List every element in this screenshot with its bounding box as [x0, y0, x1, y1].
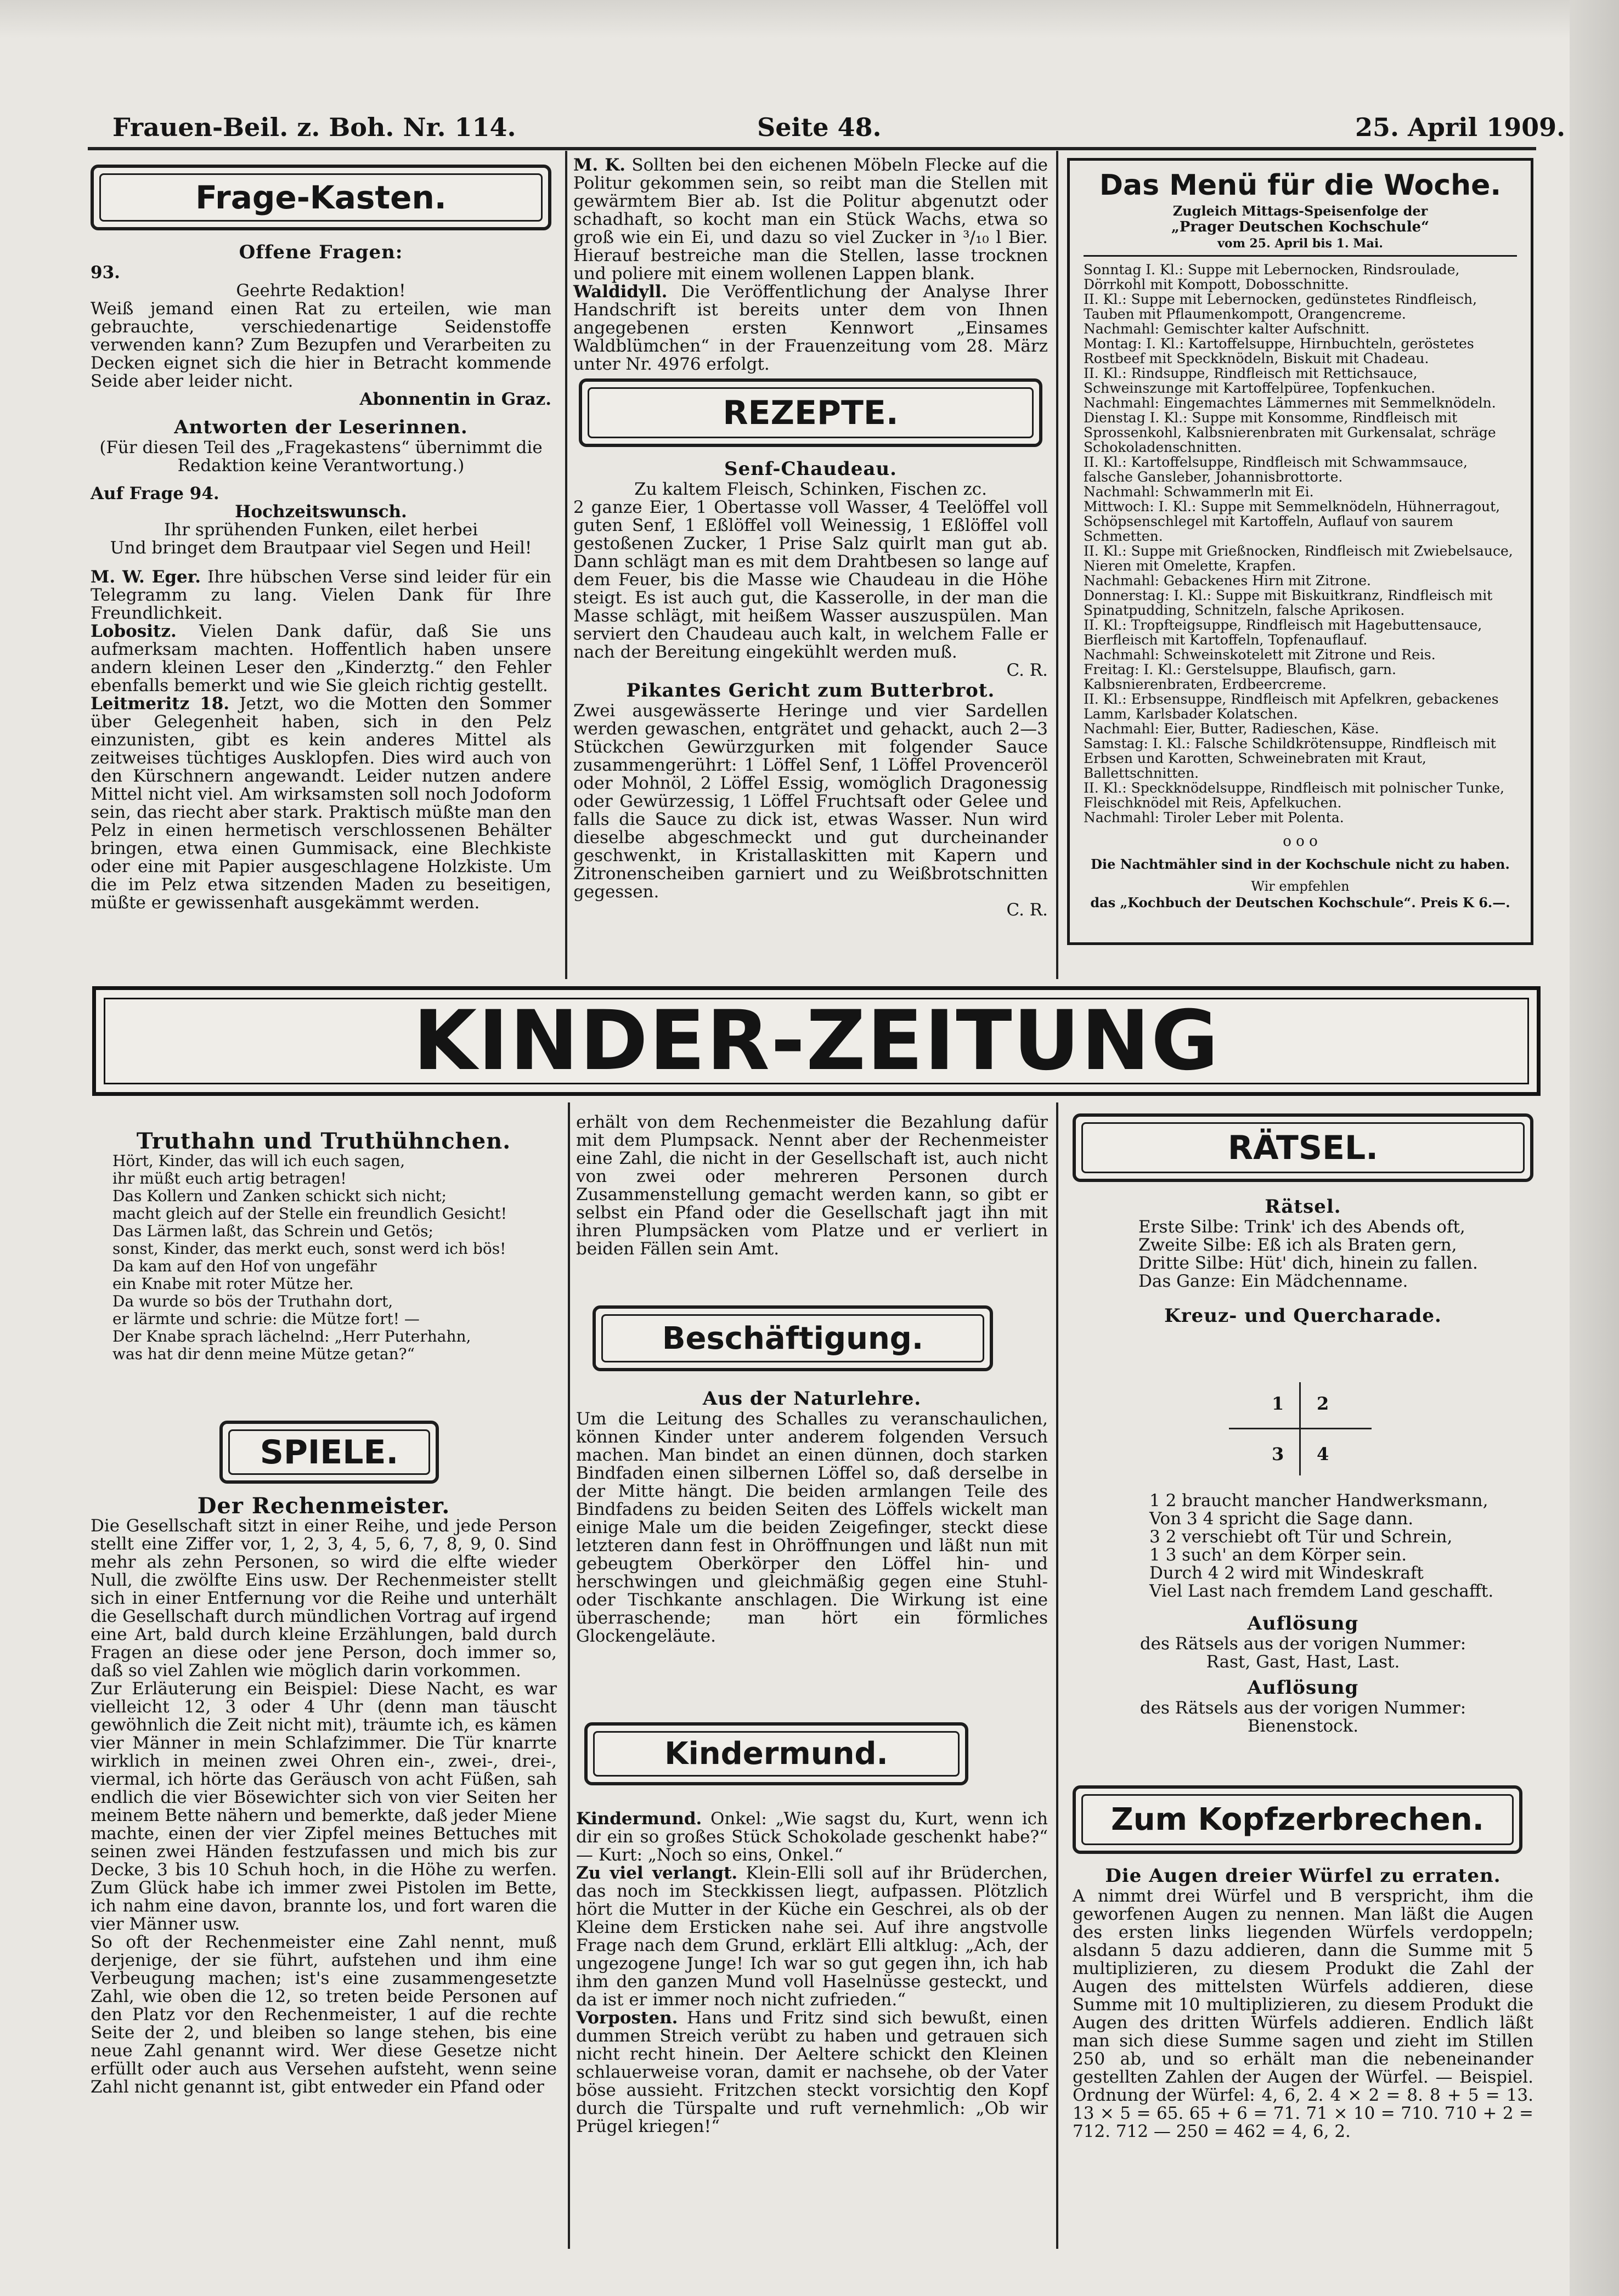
menu-line: Donnerstag: I. Kl.: Suppe mit Biskuitkranz, Rindfleisch mit Spinatpudding, Schnitzeln, falsche Aprikosen. — [1084, 587, 1493, 618]
solution-text: des Rätsels aus der vorigen Nummer: — [1139, 1698, 1466, 1718]
spiele-title-box — [219, 1421, 439, 1484]
poem-line: Hört, Kinder, das will ich euch sagen, — [112, 1152, 405, 1170]
answer-name: M. W. Eger. — [91, 567, 201, 587]
column-divider — [1056, 151, 1058, 979]
menu-title: Das Menü für die Woche. — [1099, 169, 1502, 202]
menu-lines — [1084, 262, 1517, 825]
header-page: Seite 48. — [757, 112, 882, 142]
menu-line: Nachmahl: Eingemachtes Lämmernes mit Semmelknödeln. — [1084, 395, 1496, 411]
cross-number: 4 — [1317, 1444, 1329, 1464]
answer-text: Sollten bei den eichenen Möbeln Flecke auf die Politur gekommen sein, so reibt man die Stellen mit gewärmtem Bier ab. Ist die Politur abgenutzt oder schadhaft, so kocht man ein Stück Wachs, etwa so groß wie ein Ei, und dazu so viel Zucker in ³/₁₀ l Bier. Hierauf bestreiche man die Stellen, lasse trocknen und poliere mit einem wollenen Lappen blank. — [573, 155, 1048, 284]
kinder-zeitung-title: KINDER-ZEITUNG — [413, 993, 1220, 1089]
poem-line: Der Knabe sprach lächelnd: „Herr Puterhahn, — [112, 1327, 471, 1345]
recipe-text: 2 ganze Eier, 1 Obertasse voll Wasser, 4 Teelöffel voll guten Senf, 1 Eßlöffel voll Weinessig, 1 Eßlöffel voll gestoßenen Zucker, 1 Prise Salz quirlt man gut ab. Dann schlägt man es mit dem Drahtbesen so lange auf dem Feuer, bis die Masse wie Chaudeau in die Höhe steigt. Es ist auch gut, die Kasserolle, in der man die Masse schlägt, mit heißem Wasser auszuspülen. Man serviert den Chaudeau auch kalt, in welchem Falle er nach der Bereitung eingekühlt werden muß. — [573, 497, 1048, 662]
column-divider — [565, 151, 567, 979]
menu-line: II. Kl.: Speckknödelsuppe, Rindfleisch mit polnischer Tunke, Fleischknödel mit Reis, Apfelkuchen. — [1084, 780, 1504, 811]
poem-title: Truthahn und Truthühnchen. — [136, 1128, 511, 1154]
frage-kasten-title-box — [91, 165, 551, 230]
header-left: Frauen-Beil. z. Boh. Nr. 114. — [112, 112, 516, 142]
menu-line: Nachmahl: Tiroler Leber mit Polenta. — [1084, 810, 1344, 825]
answer-text: Ihre hübschen Verse sind leider für ein Telegramm zu lang. Vielen Dank für Ihre Freundlichkeit. — [91, 567, 551, 623]
solution-answer: Bienenstock. — [1247, 1716, 1359, 1736]
anecdote-title: Zu viel verlangt. — [576, 1863, 738, 1883]
poem-line: macht gleich auf der Stelle ein freundlich Gesicht! — [112, 1204, 507, 1223]
menu-line: Sonntag I. Kl.: Suppe mit Lebernocken, Rindsroulade, Dörrkohl mit Kompott, Dobosschnitte. — [1084, 262, 1460, 292]
menu-line: II. Kl.: Kartoffelsuppe, Rindfleisch mit Schwammsauce, falsche Gansleber, Johannisbrottorte. — [1084, 454, 1468, 485]
menu-column — [1084, 167, 1517, 911]
anecdote-text: Onkel: „Wie sagst du, Kurt, wenn ich dir ein so großes Stück Schokolade geschenkt habe?“ — Kurt: „Noch so eins, Onkel.“ — [576, 1809, 1048, 1865]
spiele-title: SPIELE. — [260, 1433, 399, 1472]
poem-line: Das Kollern und Zanken schickt sich nicht; — [112, 1187, 447, 1205]
frage-kasten-column — [91, 241, 551, 912]
page-right-edge — [1570, 0, 1619, 2296]
game-title: Der Rechenmeister. — [197, 1493, 450, 1519]
poem-line: Da wurde so bös der Truthahn dort, — [112, 1292, 393, 1310]
menu-line: Montag: I. Kl.: Kartoffelsuppe, Hirnbuchteln, geröstetes Rostbeef mit Speckknödeln, Biskuit mit Chadeau. — [1084, 336, 1474, 366]
solution-title: Auflösung — [1247, 1613, 1359, 1635]
question-signature: Abonnentin in Graz. — [359, 389, 551, 409]
poem — [91, 1152, 557, 1363]
header-date: 25. April 1909. — [1355, 112, 1566, 142]
kopfzerbrechen-title: Zum Kopfzerbrechen. — [1111, 1802, 1484, 1837]
riddle-line: Zweite Silbe: Eß ich als Braten gern, — [1138, 1235, 1457, 1255]
cross-number: 3 — [1272, 1444, 1284, 1464]
kindermund-title: Kindermund. — [664, 1736, 888, 1772]
kinder-zeitung-banner — [92, 986, 1541, 1096]
menu-line: II. Kl.: Erbsensuppe, Rindfleisch mit Apfelkren, gebackenes Lamm, Karlsbader Kolatschen. — [1084, 691, 1499, 722]
anecdote-text: Klein-Elli soll auf ihr Brüderchen, das noch im Steckkissen liegt, aufpassen. Plötzlich hört die Mutter in der Küche ein Geschrei, als ob der Kleine dem Ersticken nahe sei. Auf ihre angstvolle Frage nach dem Grund, erklärt Elli altklug: „Ach, der ungezogene Junge! Ich war so gut gegen ihn, ich hab ihm den ganzen Mund voll Haselnüsse gesteckt, und da ist er immer noch nicht zufrieden.“ — [576, 1863, 1048, 2010]
menu-line: Nachmahl: Eier, Butter, Radieschen, Käse. — [1084, 721, 1379, 737]
poem-line: Da kam auf den Hof von ungefähr — [112, 1257, 377, 1275]
beschaeftigung-column — [576, 1388, 1048, 1645]
rezepte-title: REZEPTE. — [723, 393, 899, 432]
answer-name: Waldidyll. — [573, 282, 668, 302]
spiele-column — [91, 1495, 557, 2096]
antworten-note: (Für diesen Teil des „Fragekastens“ übernimmt die Redaktion keine Verantwortung.) — [99, 438, 543, 476]
riddle-title: Rätsel. — [1265, 1196, 1341, 1218]
charade-cross — [1229, 1382, 1372, 1475]
charade-line: 1 3 such' an dem Körper sein. — [1149, 1545, 1407, 1565]
hochzeitswunsch-title: Hochzeitswunsch. — [235, 502, 407, 522]
menu-line: Nachmahl: Gemischter kalter Aufschnitt. — [1084, 321, 1370, 337]
menu-note: Wir empfehlen — [1251, 879, 1350, 894]
charade-column — [1073, 1492, 1533, 1735]
game-text-continued: erhält von dem Rechenmeister die Bezahlung dafür mit dem Plumpsack. Nennt aber der Rechenmeister eine Zahl, die nicht in der Gesellschaft ist, auch nicht von zwei oder mehreren Personen durch Zusammenstellung gemacht werden kann, so gibt er selbst ein Pfand oder die Gesellschaft jagt ihn mit ihren Plumpsäcken vom Platze und er verliert in beiden Fällen sein Amt. — [576, 1112, 1048, 1259]
poem-line: ihr müßt euch artig betragen! — [112, 1169, 347, 1187]
charade-line: Durch 4 2 wird mit Windeskraft — [1149, 1563, 1424, 1583]
auf-frage-label: Auf Frage 94. — [91, 484, 219, 504]
raetsel-column — [1073, 1196, 1533, 1327]
poem-line: sonst, Kinder, das merkt euch, sonst werd ich bös! — [112, 1240, 506, 1258]
menu-line: Dienstag I. Kl.: Suppe mit Konsomme, Rindfleisch mit Sprossenkohl, Kalbsnierenbraten mit Gurkensalat, schräge Schokoladenschnitten. — [1084, 410, 1496, 455]
answer-name: Leitmeritz 18. — [91, 694, 230, 714]
cross-number: 2 — [1317, 1393, 1329, 1414]
answer-text: Die Veröffentlichung der Analyse Ihrer Handschrift ist bereits unter dem von Ihnen angegebenen ersten Kennwort „Einsames Waldblümchen“ in der Frauenzeitung vom 28. März unter Nr. 4976 erfolgt. — [573, 282, 1048, 374]
charade-line: 3 2 verschiebt oft Tür und Schrein, — [1149, 1527, 1453, 1547]
anecdote-title: Vorposten. — [576, 2008, 678, 2028]
puzzle-text: A nimmt drei Würfel und B verspricht, ihm die geworfenen Augen zu nennen. Man läßt die Augen des ersten links liegenden Würfels verdoppeln; alsdann 5 dazu addieren, dann die Summe mit 5 multiplizieren, zu diesem Produkt die Zahl der Augen des mittelsten Würfels addieren, diese Summe mit 10 multiplizieren, zu diesem Produkt die Augen des dritten Würfels addieren. Endlich läßt man sich diese Summe sagen und zieht im Stillen 250 ab, und so erhält man die nebeneinander gestellten Zahlen der Augen der Würfel. — Beispiel. Ordnung der Würfel: 4, 6, 2. 4 × 2 = 8. 8 + 5 = 13. 13 × 5 = 65. 65 + 6 = 71. 71 × 10 = 710. 710 + 2 = 712. 712 — 250 = 462 = 4, 6, 2. — [1073, 1886, 1533, 2141]
menu-note: das „Kochbuch der Deutschen Kochschule“. Preis K 6.—. — [1090, 895, 1510, 911]
recipe-subtitle: Zu kaltem Fleisch, Schinken, Fischen zc. — [634, 479, 987, 499]
header-rule — [88, 147, 1536, 150]
question-text: Weiß jemand einen Rat zu erteilen, wie man gebrauchte, verschiedenartige Seidenstoffe verwenden kann? Zum Bezupfen und Verarbeiten zu Decken eignet sich die hier in Betracht kommende Seide aber leider nicht. — [91, 299, 551, 391]
rezepte-column — [573, 458, 1048, 919]
recipe-title: Pikantes Gericht zum Butterbrot. — [626, 680, 995, 702]
offene-fragen-heading: Offene Fragen: — [239, 241, 403, 263]
recipe-signature: C. R. — [1006, 900, 1048, 920]
menu-line: II. Kl.: Tropfteigsuppe, Rindfleisch mit Hagebuttensauce, Bierfleisch mit Kartoffeln, Topfenauflauf. — [1084, 617, 1482, 648]
kinder-column-1 — [91, 1130, 557, 1363]
menu-line: II. Kl.: Suppe mit Grießnocken, Rindfleisch mit Zwiebelsauce, Nieren mit Omelette, Krapfen. — [1084, 543, 1513, 574]
menu-subtitle: Zugleich Mittags-Speisenfolge der — [1172, 203, 1428, 219]
charade-title: Kreuz- und Quercharade. — [1164, 1305, 1442, 1327]
beschaeftigung-title: Beschäftigung. — [662, 1320, 924, 1356]
riddle-line: Erste Silbe: Trink' ich des Abends oft, — [1138, 1217, 1465, 1237]
answer-name: M. K. — [573, 155, 626, 175]
poem-line: Das Lärmen laßt, das Schrein und Getös; — [112, 1222, 433, 1240]
riddle-lines — [1073, 1218, 1533, 1291]
solution-text: des Rätsels aus der vorigen Nummer: — [1139, 1634, 1466, 1654]
game-text: So oft der Rechenmeister eine Zahl nennt, muß derjenige, der sie führt, aufstehen und ihm eine Verbeugung machen; ist's eine zusammengesetzte Zahl, wie oben die 12, so treten beide Personen auf den Platz vor den Rechenmeister, 1 auf die rechte Seite der 2, und bleiben so lange stehen, bis eine neue Zahl genannt wird. Wer diese Gesetze nicht erfüllt oder auch aus Versehen aufsteht, wenn seine Zahl nicht genannt ist, gibt entweder ein Pfand oder — [91, 1932, 557, 2097]
charade-line: 1 2 braucht mancher Handwerksmann, — [1149, 1491, 1488, 1511]
column-divider — [568, 1102, 570, 2249]
recipe-signature: C. R. — [1006, 660, 1048, 680]
hochzeitswunsch-line: Und bringet dem Brautpaar viel Segen und Heil! — [110, 538, 532, 558]
charade-line: Von 3 4 spricht die Sage dann. — [1149, 1509, 1414, 1529]
kopfzerbrechen-column — [1073, 1865, 1533, 2141]
page-top-edge — [0, 0, 1619, 38]
kindermund-title-box — [584, 1722, 968, 1785]
menu-dates: vom 25. April bis 1. Mai. — [1217, 236, 1383, 251]
kinder-column-2 — [576, 1113, 1048, 1258]
naturlehre-text: Um die Leitung des Schalles zu veranschaulichen, können Kinder unter anderem folgenden Versuch machen. Man bindet an einen dünnen, doch starken Bindfaden einen silbernen Löffel so, daß derselbe in der Mitte hängt. Die beiden armlangen Teile des Bindfadens zu beiden Seiten des Löffels wickelt man einige Male um die beiden Zeigefinger, steckt diese letzteren dann fest in Ohröffnungen und läßt nun mit gebeugtem Oberkörper den Löffel hin- und herschwingen und gleichmäßig gegen eine Stuhl- oder Tischkante anschlagen. Die Wirkung ist eine überraschende; man hört ein förmliches Glockengeläute. — [576, 1409, 1048, 1646]
frage-kasten-title: Frage-Kasten. — [195, 179, 447, 216]
solution-title: Auflösung — [1247, 1677, 1359, 1699]
puzzle-title: Die Augen dreier Würfel zu erraten. — [1105, 1865, 1501, 1887]
riddle-line: Das Ganze: Ein Mädchenname. — [1138, 1271, 1408, 1291]
menu-line: Nachmahl: Schweinskotelett mit Zitrone und Reis. — [1084, 647, 1436, 663]
middle-column-top — [573, 156, 1048, 374]
poem-line: er lärmte und schrie: die Mütze fort! — — [112, 1310, 420, 1328]
menu-line: Mittwoch: I. Kl.: Suppe mit Semmelknödeln, Hühnerragout, Schöpsenschlegel mit Kartoffeln, Auflauf von saurem Schmetten. — [1084, 499, 1500, 544]
poem-line: was hat dir denn meine Mütze getan?“ — [112, 1345, 415, 1363]
recipe-title: Senf-Chaudeau. — [724, 458, 897, 480]
charade-line: Viel Last nach fremdem Land geschafft. — [1149, 1581, 1494, 1601]
question-greeting: Geehrte Redaktion! — [236, 281, 406, 301]
anecdote-text: Hans und Fritz sind sich bewußt, einen dummen Streich verübt zu haben und getrauen sich nicht recht hinein. Der Aeltere schickt den Kleinen schlauerweise voran, damit er nachsehe, ob der Vater böse aussieht. Fritzchen steckt vorsichtig den Kopf durch die Türspalte und ruft vernehmlich: „Ob wir Prügel kriegen!“ — [576, 2008, 1048, 2136]
raetsel-title-box — [1073, 1113, 1533, 1182]
hochzeitswunsch-line: Ihr sprühenden Funken, eilet herbei — [163, 520, 478, 540]
cross-number: 1 — [1272, 1393, 1284, 1414]
anecdote-title: Kindermund. — [576, 1809, 702, 1829]
beschaeftigung-title-box — [593, 1305, 993, 1371]
menu-line: II. Kl.: Suppe mit Lebernocken, gedünstetes Rindfleisch, Tauben mit Pflaumenkompott, Orangencreme. — [1084, 291, 1477, 322]
naturlehre-title: Aus der Naturlehre. — [702, 1388, 922, 1410]
answer-text: Jetzt, wo die Motten den Sommer über Gelegenheit haben, sich in den Pelz einzunisten, gibt es kein anderes Mittel als zeitweises tüchtiges Ausklopfen. Dies wird auch von den Kürschnern angewandt. Leider nutzen andere Mittel nicht viel. Am wirksamsten soll noch Jodoform sein, das riecht aber stark. Praktisch müßte man den Pelz in einen hermetisch verschlossenen Behälter bringen, etwa einen Gummisack, eine Blechkiste oder eine mit Papier ausgeschlagene Holzkiste. Um die im Pelz etwa sitzenden Maden zu beseitigen, müßte er gewissenhaft ausgekämmt werden. — [91, 694, 551, 913]
question-number: 93. — [91, 263, 120, 282]
cross-line — [1299, 1382, 1301, 1475]
solution-answer: Rast, Gast, Hast, Last. — [1206, 1652, 1400, 1672]
menu-line: Samstag: I. Kl.: Falsche Schildkrötensuppe, Rindfleisch mit Erbsen und Karotten, Schweinebraten mit Kraut, Ballettschnitten. — [1084, 736, 1496, 781]
raetsel-title: RÄTSEL. — [1227, 1128, 1379, 1167]
kindermund-column — [576, 1810, 1048, 2136]
menu-line: II. Kl.: Rindsuppe, Rindfleisch mit Rettichsauce, Schweinszunge mit Kartoffelpüree, Topfenkuchen. — [1084, 365, 1436, 396]
rezepte-title-box — [579, 378, 1042, 447]
menu-line: Nachmahl: Schwammerln mit Ei. — [1084, 484, 1314, 500]
antworten-heading: Antworten der Leserinnen. — [174, 416, 468, 438]
menu-line: Freitag: I. Kl.: Gerstelsuppe, Blaufisch, garn. Kalbsnierenbraten, Erdbeercreme. — [1084, 661, 1396, 692]
game-text: Zur Erläuterung ein Beispiel: Diese Nacht, es war vielleicht 12, 3 oder 4 Uhr (denn man täuscht gewöhnlich die Zeit nicht mit), träumte ich, es kämen vier Männer in mein Schlafzimmer. Die Tür knarrte wirklich in meinen zwei Ohren ein-, zwei-, drei-, viermal, ich hörte das Geräusch von acht Füßen, sah endlich die vier Bösewichter sich von vier Seiten her meinem Bette nähern und bemerkte, daß jeder Miene machte, einen der vier Zipfel meines Bettuches mit seinen zwei Händen festzufassen und mich bis zur Decke, 3 bis 10 Schuh hoch, in die Höhe zu werfen. Zum Glück habe ich immer zwei Pistolen im Bette, ich nahm eine davon, brannte los, und fort waren die vier Männer usw. — [91, 1679, 557, 1934]
menu-line: Nachmahl: Gebackenes Hirn mit Zitrone. — [1084, 573, 1371, 589]
menu-dots: o o o — [1283, 833, 1318, 850]
menu-note: Die Nachtmähler sind in der Kochschule nicht zu haben. — [1091, 856, 1510, 872]
recipe-text: Zwei ausgewässerte Heringe und vier Sardellen werden gewaschen, entgrätet und gehackt, auch 2—3 Stückchen Gewürzgurken mit folgender Sauce zusammengerührt: 1 Löffel Senf, 1 Löffel Provenceröl oder Mohnöl, 2 Löffel Essig, womöglich Dragonessig oder Gewürzessig, 1 Löffel Fruchtsaft oder Gelee und falls die Sauce zu dick ist, etwas Wasser. Nun wird dieselbe abgeschmeckt und gut durcheinander geschwenkt, in Kristallaskitten mit Kapern und Zitronenscheiben garniert und zu Weißbrotschnitten gegessen. — [573, 701, 1048, 902]
kopfzerbrechen-title-box — [1073, 1785, 1522, 1854]
column-divider — [1056, 1102, 1058, 2249]
charade-lines — [1073, 1492, 1533, 1601]
answer-text: Vielen Dank dafür, daß Sie uns aufmerksam machten. Hoffentlich haben unsere andern kleinen Leser den „Kinderztg.“ den Fehler ebenfalls bemerkt und wie Sie gleich richtig gestellt. — [91, 621, 551, 695]
poem-line: ein Knabe mit roter Mütze her. — [112, 1275, 354, 1293]
answer-name: Lobositz. — [91, 621, 177, 641]
menu-subtitle: „Prager Deutschen Kochschule“ — [1171, 219, 1430, 235]
game-text: Die Gesellschaft sitzt in einer Reihe, und jede Person stellt eine Ziffer vor, 1, 2, 3, 4, 5, 6, 7, 8, 9, 0. Sind mehr als zehn Personen, so wird die elfte wieder Null, die zwölfte Eins usw. Der Rechenmeister stellt sich in einer Entfernung vor die Reihe und unterhält die Gesellschaft durch mündlichen Vortrag auf irgend eine Art, bald durch kleine Erzählungen, bald durch Fragen an diese oder jene Person, doch immer so, daß so viel Zahlen wie möglich darin vorkommen. — [91, 1516, 557, 1681]
riddle-line: Dritte Silbe: Hüt' dich, hinein zu fallen. — [1138, 1253, 1478, 1273]
